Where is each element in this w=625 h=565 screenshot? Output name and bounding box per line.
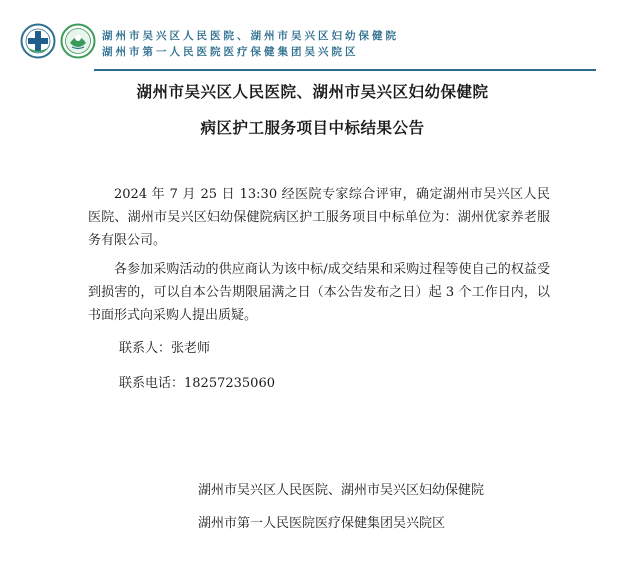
contact-phone: 联系电话：18257235060 (119, 376, 275, 391)
maternal-child-health-logo (60, 23, 96, 59)
objection-paragraph: 各参加采购活动的供应商认为该中标/成交结果和采购过程等使自己的权益受到损害的，可以自本公告期限届满之日（本公告发布之日）起 3 个工作日内，以书面形式向采购人提出质疑。 (88, 262, 550, 323)
signature-line-2: 湖州市第一人民医院医疗保健集团吴兴院区 (198, 516, 446, 531)
notice-title-line-2: 病区护工服务项目中标结果公告 (200, 119, 425, 137)
contact-person: 联系人：张老师 (119, 341, 211, 356)
letterhead-org-line-2: 湖州市第一人民医院医疗保健集团吴兴院区 (102, 46, 359, 58)
signature-line-1: 湖州市吴兴区人民医院、湖州市吴兴区妇幼保健院 (198, 483, 485, 498)
hospital-cross-logo (20, 23, 56, 59)
award-paragraph: 2024 年 7 月 25 日 13:30 经医院专家综合评审，确定湖州市吴兴区人民医院、湖州市吴兴区妇幼保健院病区护工服务项目中标单位为：湖州优家养老服务有限公司。 (88, 187, 550, 248)
letterhead-org-names (102, 28, 399, 60)
letterhead (16, 20, 586, 72)
notice-title-line-1: 湖州市吴兴区人民医院、湖州市吴兴区妇幼保健院 (136, 83, 489, 101)
letterhead-divider (94, 69, 596, 71)
letterhead-org-line-1: 湖州市吴兴区人民医院、湖州市吴兴区妇幼保健院 (102, 30, 399, 42)
